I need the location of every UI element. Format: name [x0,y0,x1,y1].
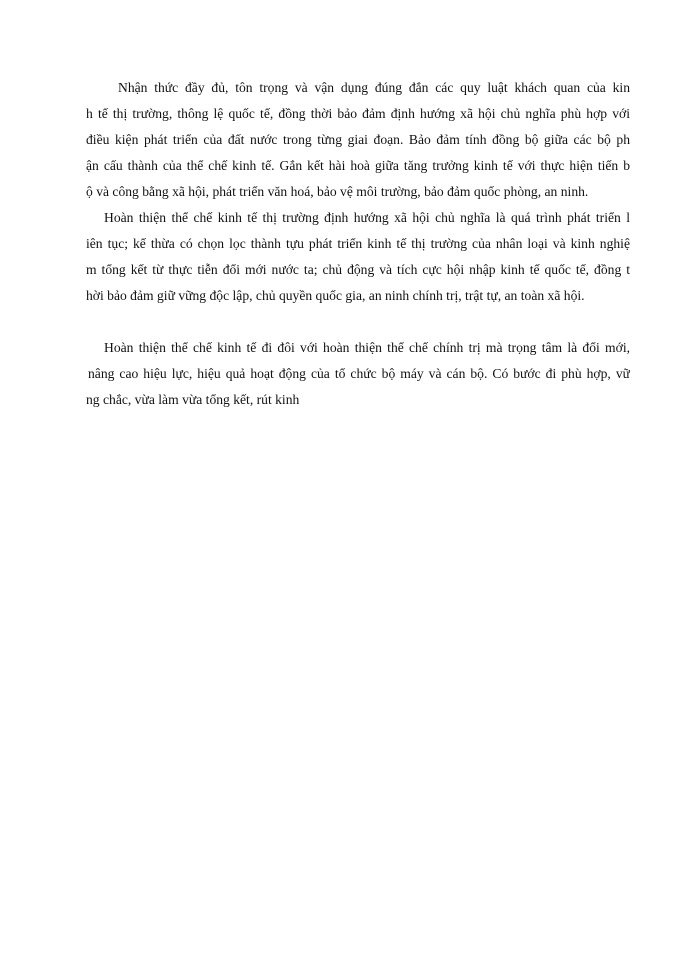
paragraph-3-line-3: ng chắc, vừa làm vừa tổng kết, rút kinh [86,392,300,407]
paragraph-1-line-2: h tế thị trường, thông lệ quốc tế, đồng thời bảo đảm định hướng xã hội chủ nghĩa phù hợp với [86,106,630,121]
paragraph-2-line-3: m tổng kết từ thực tiễn đổi mới nước ta; chủ động và tích cực hội nhập kinh tế quốc tế, đồng t [86,262,630,277]
paragraph-2-line-2: iên tục; kế thừa có chọn lọc thành tựu phát triển kinh tế thị trường của nhân loại và kinh nghiệ [86,236,630,251]
paragraph-3-line-1: Hoàn thiện thể chế kinh tế đi đôi với hoàn thiện thể chế chính trị mà trọng tâm là đổi mới, [104,340,630,355]
paragraph-2-line-1: Hoàn thiện thể chế kinh tế thị trường định hướng xã hội chủ nghĩa là quá trình phát triển l [104,210,630,225]
paragraph-1-line-5: ộ và công bằng xã hội, phát triển văn hoá, bảo vệ môi trường, bảo đảm quốc phòng, an ninh. [86,184,589,199]
paragraph-1-line-4: ận cấu thành của thể chế kinh tế. Gắn kết hài hoà giữa tăng trưởng kinh tế với thực hiện tiến b [86,158,630,173]
paragraph-1-line-3: điều kiện phát triển của đất nước trong từng giai đoạn. Bảo đảm tính đồng bộ giữa các bộ ph [86,132,630,147]
paragraph-2-line-4: hời bảo đảm giữ vững độc lập, chủ quyền quốc gia, an ninh chính trị, trật tự, an toàn xã hội. [86,288,585,303]
paragraph-3-line-2: nâng cao hiệu lực, hiệu quả hoạt động của tổ chức bộ máy và cán bộ. Có bước đi phù hợp, vữ [88,366,630,381]
paragraph-1-line-1: Nhận thức đầy đủ, tôn trọng và vận dụng đúng đắn các quy luật khách quan của kin [118,80,630,95]
